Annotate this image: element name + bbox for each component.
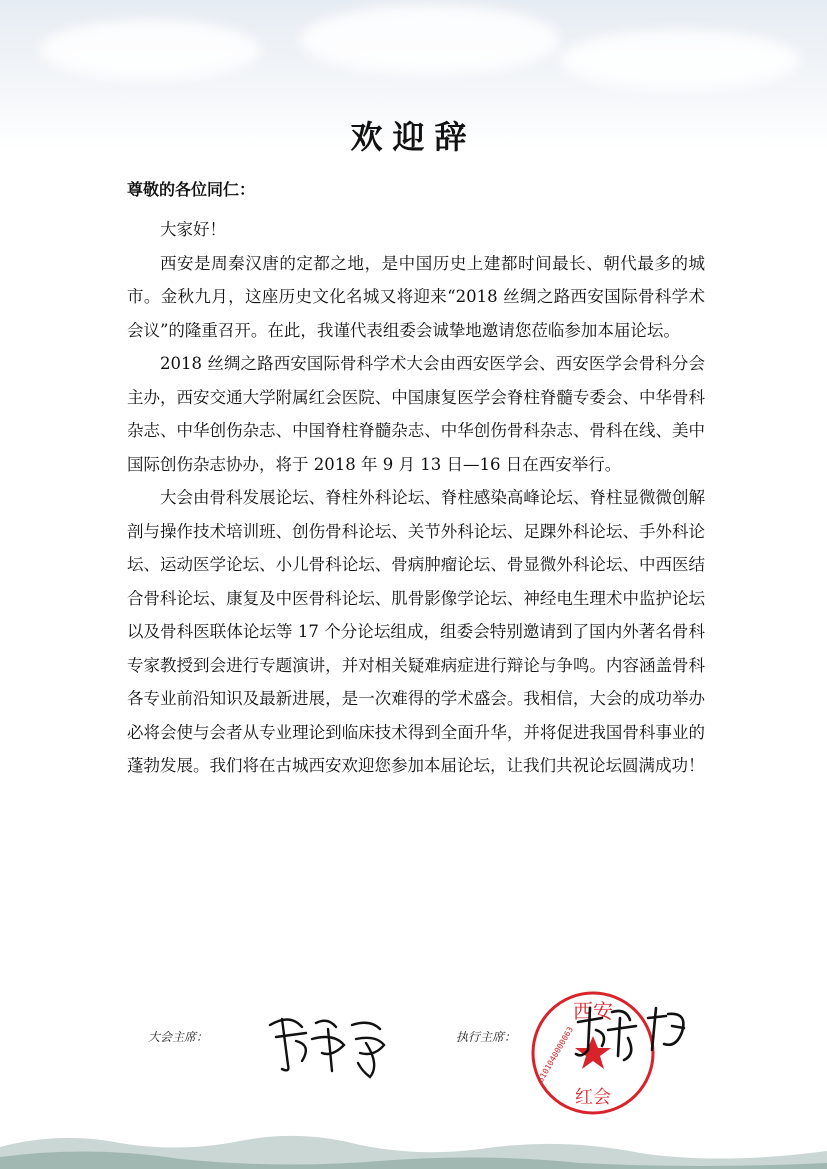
paragraph: 大会由骨科发展论坛、脊柱外科论坛、脊柱感染高峰论坛、脊柱显微微创解剖与操作技术培训班、创伤骨科论坛、关节外科论坛、足踝外科论坛、手外科论坛、运动医学论坛、小儿骨科论坛、骨病肿瘤论坛、骨显微外科论坛、中西医结合骨科论坛、康复及中医骨科论坛、肌骨影像学论坛、神经电生理术中监护论坛以及骨科医联体论坛等 17 个分论坛组成，组委会特别邀请到了国内外著名骨科专家教授到会进行专题演讲，并对相关疑难病症进行辩论与争鸣。内容涵盖骨科各专业前沿知识及最新进展，是一次难得的学术盛会。我相信，大会的成功举办必将会使与会者从专业理论到临床技术得到全面升华，并将促进我国骨科事业的蓬勃发展。我们将在古城西安欢迎您参加本届论坛，让我们共祝论坛圆满成功！ [127, 488, 705, 775]
exec-chair-label: 执行主席： [456, 1030, 517, 1044]
letter-body [127, 213, 705, 783]
chair-label: 大会主席： [148, 1030, 209, 1044]
paragraph: 2018 丝绸之路西安国际骨科学术大会由西安医学会、西安医学会骨科分会主办，西安交通大学附属红会医院、中国康复医学会脊柱脊髓专委会、中华骨科杂志、中华创伤杂志、中国脊柱脊髓杂志、中华创伤骨科杂志、骨科在线、美中国际创伤杂志协办，将于 2018 年 9 月 13 日—16 日在西安举行。 [127, 354, 705, 474]
seal-number: 6101040000063 [535, 1025, 576, 1084]
paragraph: 西安是周秦汉唐的定都之地，是中国历史上建都时间最长、朝代最多的城市。金秋九月，这座历史文化名城又将迎来“2018 丝绸之路西安国际骨科学术会议”的隆重召开。在此，我谨代表组委会诚挚地邀请您莅临参加本届论坛。 [127, 253, 705, 340]
seal-top-text: 西安 [573, 999, 613, 1023]
cloud-shape [300, 5, 560, 75]
greeting: 大家好！ [160, 220, 226, 239]
cloud-shape [40, 20, 260, 80]
signature-area [0, 1000, 827, 1120]
page-title: 欢迎辞 [350, 118, 477, 156]
cloud-shape [560, 30, 800, 90]
salutation: 尊敬的各位同仁： [127, 180, 256, 199]
chair-signature [262, 1005, 392, 1080]
exec-chair-signature [572, 998, 702, 1078]
seal-bottom-text: 红会 [575, 1087, 611, 1108]
